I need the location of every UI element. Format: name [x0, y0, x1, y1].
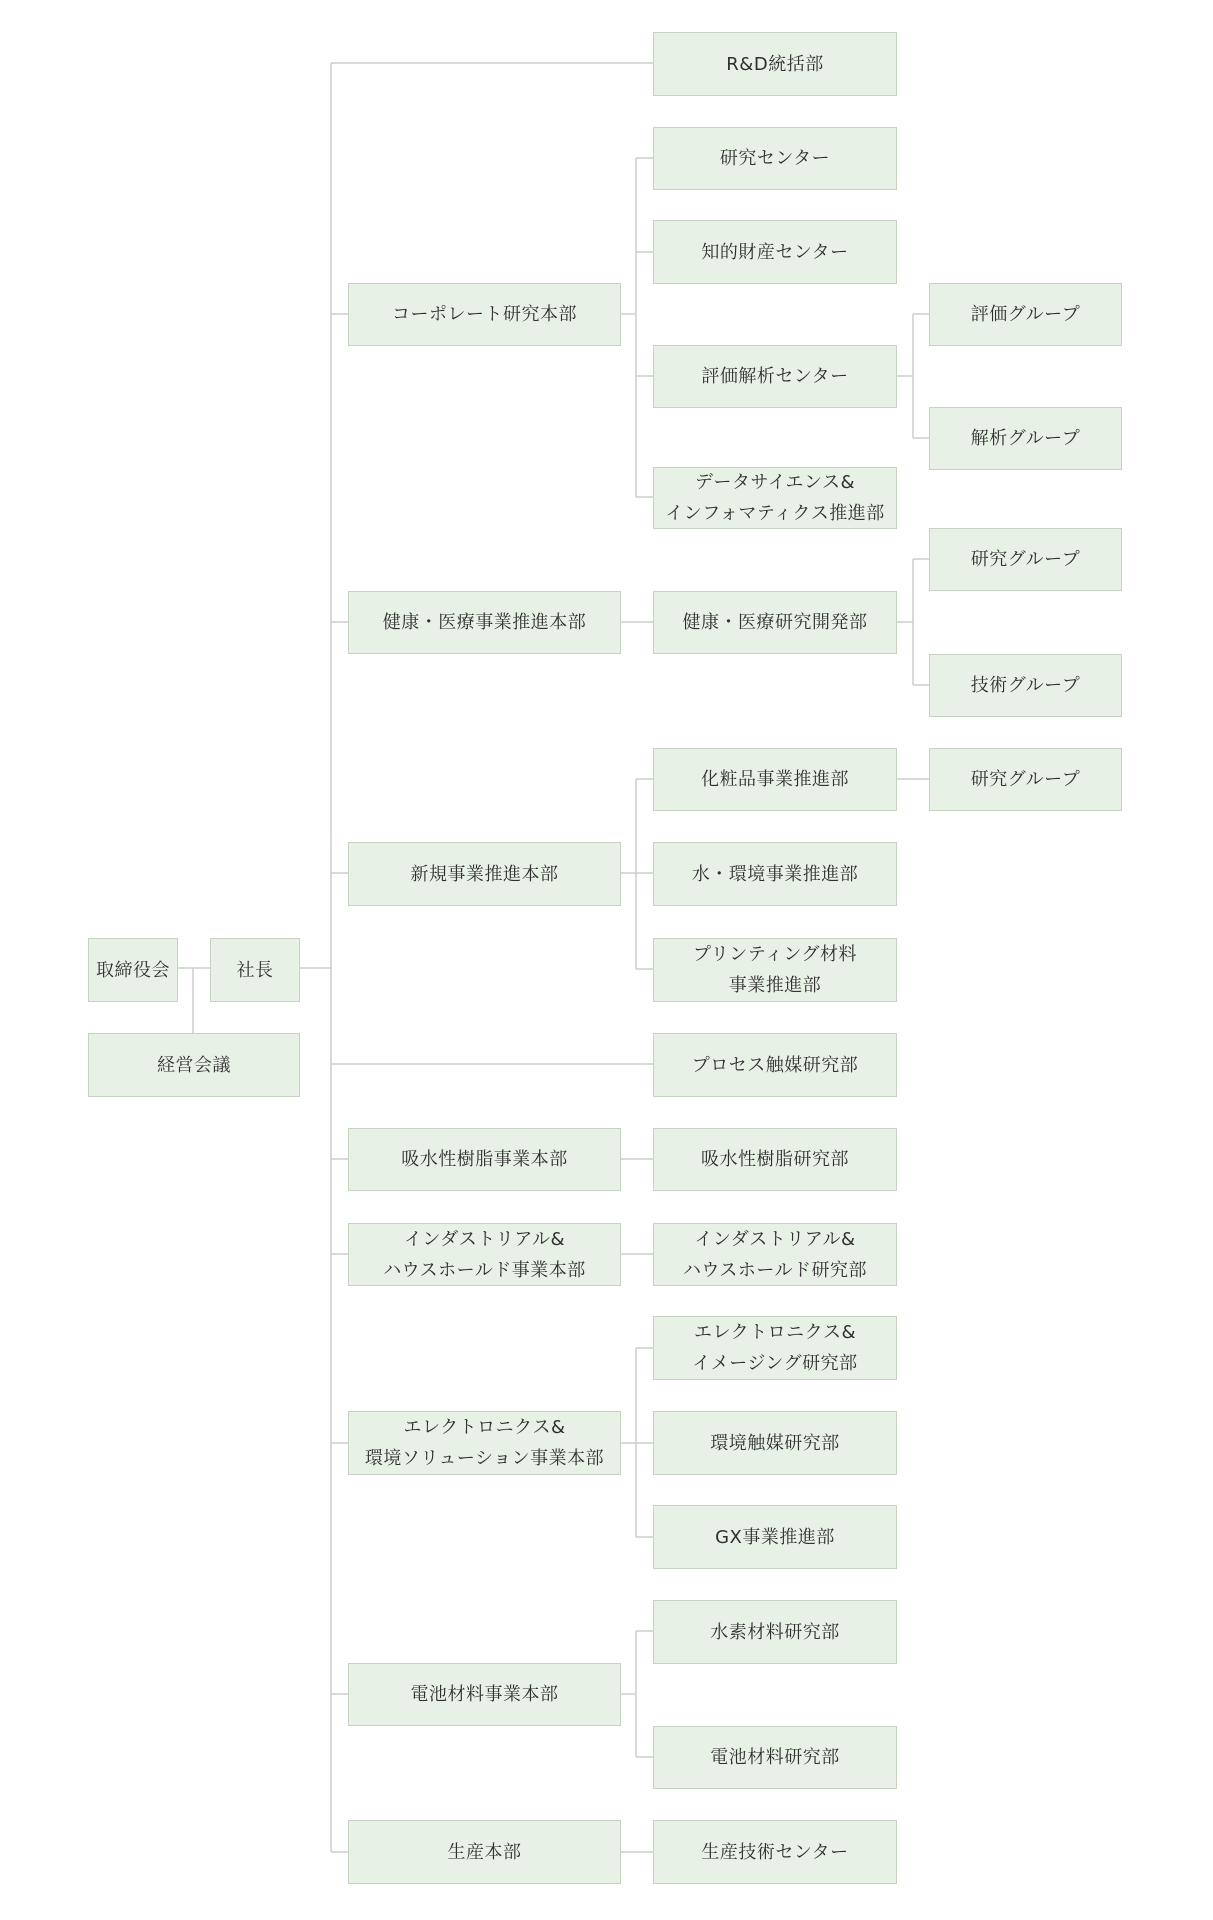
health-medical-hq: 健康・医療事業推進本部: [348, 591, 621, 654]
health-medical-rd-dept: 健康・医療研究開発部: [653, 591, 897, 654]
industrial-household-hq: インダストリアル& ハウスホールド事業本部: [348, 1223, 621, 1286]
production-hq: 生産本部: [348, 1820, 621, 1884]
industrial-household-research-dept: インダストリアル& ハウスホールド研究部: [653, 1223, 897, 1286]
production-tech-center: 生産技術センター: [653, 1820, 897, 1884]
corporate-research-hq: コーポレート研究本部: [348, 283, 621, 346]
electronics-environment-hq: エレクトロニクス& 環境ソリューション事業本部: [348, 1411, 621, 1475]
data-science-dept: データサイエンス& インフォマティクス推進部: [653, 467, 897, 529]
process-catalyst-dept: プロセス触媒研究部: [653, 1033, 897, 1097]
technology-group: 技術グループ: [929, 654, 1122, 717]
cosmetics-research-group: 研究グループ: [929, 748, 1122, 811]
electronics-imaging-dept: エレクトロニクス& イメージング研究部: [653, 1316, 897, 1380]
board-of-directors: 取締役会: [88, 938, 178, 1002]
president: 社長: [210, 938, 300, 1002]
gx-dept: GX事業推進部: [653, 1505, 897, 1569]
new-business-hq: 新規事業推進本部: [348, 842, 621, 906]
battery-materials-hq: 電池材料事業本部: [348, 1663, 621, 1726]
superabsorbent-research-dept: 吸水性樹脂研究部: [653, 1128, 897, 1191]
env-catalyst-dept: 環境触媒研究部: [653, 1411, 897, 1475]
printing-materials-dept: プリンティング材料 事業推進部: [653, 938, 897, 1002]
ip-center: 知的財産センター: [653, 220, 897, 284]
evaluation-analysis-center: 評価解析センター: [653, 345, 897, 408]
battery-materials-research-dept: 電池材料研究部: [653, 1726, 897, 1789]
water-environment-dept: 水・環境事業推進部: [653, 842, 897, 906]
research-center: 研究センター: [653, 127, 897, 190]
research-group: 研究グループ: [929, 528, 1122, 591]
analysis-group: 解析グループ: [929, 407, 1122, 470]
management-meeting: 経営会議: [88, 1033, 300, 1097]
evaluation-group: 評価グループ: [929, 283, 1122, 346]
cosmetics-dept: 化粧品事業推進部: [653, 748, 897, 811]
superabsorbent-hq: 吸水性樹脂事業本部: [348, 1128, 621, 1191]
hydrogen-materials-dept: 水素材料研究部: [653, 1600, 897, 1664]
rd-division: R&D統括部: [653, 32, 897, 96]
